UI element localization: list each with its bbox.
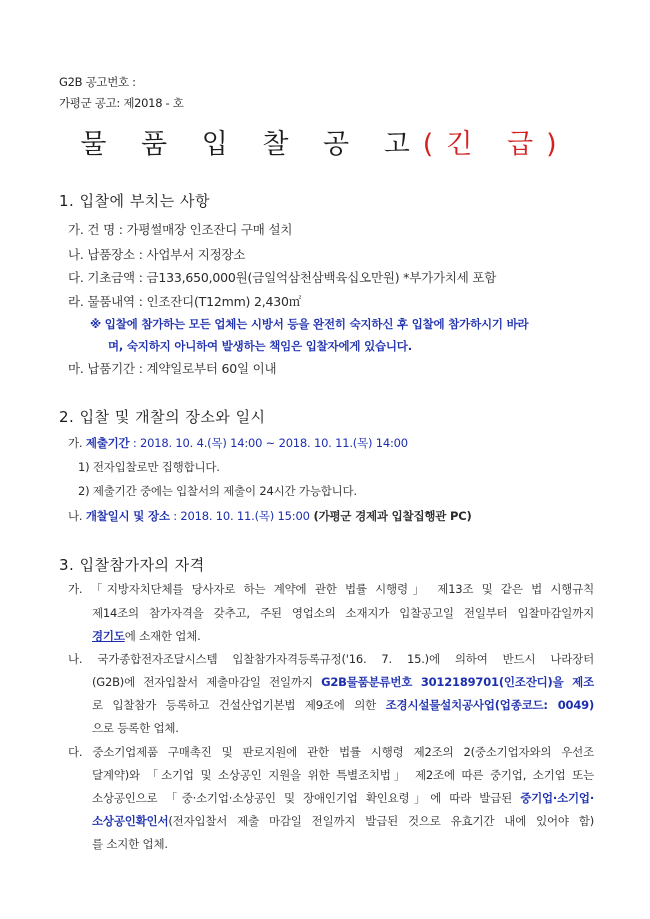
qual-da-line-2: 달계약)와 「소기업 및 소상공인 지원을 위한 특별조치법」 제2조에 따른 중기업, 소기업 또는 [92, 768, 594, 782]
section1-item-ra: 라. 물품내역 : 인조잔디(T12mm) 2,430㎡ [68, 294, 302, 309]
qual-da-line-3: 소상공인으로 「중·소기업·소상공인 및 장애인기업 확인요령」에 따라 발급된 중기업·소기업· [92, 791, 594, 805]
g2b-classification-number: G2B물품분류번호 3012189701(인조잔디)을 제조 [321, 675, 594, 689]
section3-heading: 3. 입찰참가자의 자격 [59, 556, 205, 574]
qual-da-line-1: 다. 중소기업제품 구매촉진 및 판로지원에 관한 법률 시행령 제2조의 2(중소기업자와의 우선조 [68, 745, 594, 759]
warning-line-2: 며, 숙지하지 아니하여 발생하는 책임은 입찰자에게 있습니다. [108, 339, 412, 353]
section1-item-da: 다. 기초금액 : 금133,650,000원(금일억삼천삼백육십오만원) *부가가치세 포함 [68, 270, 497, 285]
submission-note-2: 2) 제출기간 중에는 입찰서의 제출이 24시간 가능합니다. [78, 484, 357, 498]
qual-ga-line-1: 가. 「지방자치단체를 당사자로 하는 계약에 관한 법률 시행령」 제13조 및 같은 법 시행규칙 [68, 582, 594, 596]
sme-certificate-2: 소상공인확인서 [92, 814, 169, 828]
qual-na-line-2: (G2B)에 전자입찰서 제출마감일 전일까지 G2B물품분류번호 3012189701(인조잔디)을 제조 [92, 675, 594, 689]
section1-heading: 1. 입찰에 부치는 사항 [59, 192, 211, 210]
opening-datetime-place: 나. 개찰일시 및 장소 : 2018. 10. 11.(목) 15:00 (가평군 경제과 입찰집행관 PC) [68, 509, 472, 523]
section1-item-ma: 마. 납품기간 : 계약일로부터 60일 이내 [68, 361, 277, 376]
opening-value: : 2018. 10. 11.(목) 15:00 [169, 509, 310, 523]
submission-period-label: 제출기간 [85, 436, 130, 450]
qual-na-line-1: 나. 국가종합전자조달시스템 입찰참가자격등록규정('16. 7. 15.)에 의하여 반드시 나라장터 [68, 652, 594, 666]
submission-period: 가. 제출기간 : 2018. 10. 4.(목) 14:00 ~ 2018. 10. 11.(목) 14:00 [68, 436, 408, 450]
document-title [0, 122, 650, 161]
opening-label: 개찰일시 및 장소 [85, 509, 170, 523]
title-main: 물 품 입 찰 공 고 [80, 129, 423, 160]
section2-heading: 2. 입찰 및 개찰의 장소와 일시 [59, 408, 266, 426]
title-open-paren: ( [422, 129, 447, 160]
warning-line-1: ※ 입찰에 참가하는 모든 업체는 시방서 등을 완전히 숙지하신 후 입찰에 참가하시기 바라 [90, 317, 529, 331]
qual-ga-line-3: 경기도에 소재한 업체. [92, 629, 201, 643]
title-close-paren: ) [546, 129, 570, 160]
landscape-business-code: 조경시설물설치공사업(업종코드: 0049) [385, 698, 595, 712]
qual-na-line-3: 로 입찰참가 등록하고 건설산업기본법 제9조에 의한 조경시설물설치공사업(업종코드: 0049) [92, 698, 595, 712]
qual-ga-line-2: 제14조의 참가자격을 갖추고, 주된 영업소의 소재지가 입찰공고일 전일부터 입찰마감일까지 [92, 606, 594, 620]
county-notice-number: 가평군 공고: 제2018 - 호 [59, 96, 184, 110]
submission-note-1: 1) 전자입찰로만 집행합니다. [78, 460, 220, 474]
region-gyeonggi: 경기도 [92, 629, 125, 643]
g2b-notice-number: G2B 공고번호 : [59, 75, 136, 89]
sme-certificate-1: 중기업·소기업· [520, 791, 594, 805]
qual-da-line-4: 소상공인확인서(전자입찰서 제출 마감일 전일까지 발급된 것으로 유효기간 내에 있어야 함) [92, 814, 594, 828]
section1-item-na: 나. 납품장소 : 사업부서 지정장소 [68, 247, 246, 262]
submission-period-value: : 2018. 10. 4.(목) 14:00 ~ 2018. 10. 11.(목) 14:00 [129, 436, 408, 450]
section1-item-ga: 가. 건 명 : 가평썰매장 인조잔디 구매 설치 [68, 222, 293, 237]
qual-da-line-5: 를 소지한 업체. [92, 837, 168, 851]
qual-na-line-4: 으로 등록한 업체. [92, 721, 179, 735]
title-urgent: 긴 급 [446, 129, 547, 160]
opening-place: (가평군 경제과 입찰집행관 PC) [309, 509, 472, 523]
